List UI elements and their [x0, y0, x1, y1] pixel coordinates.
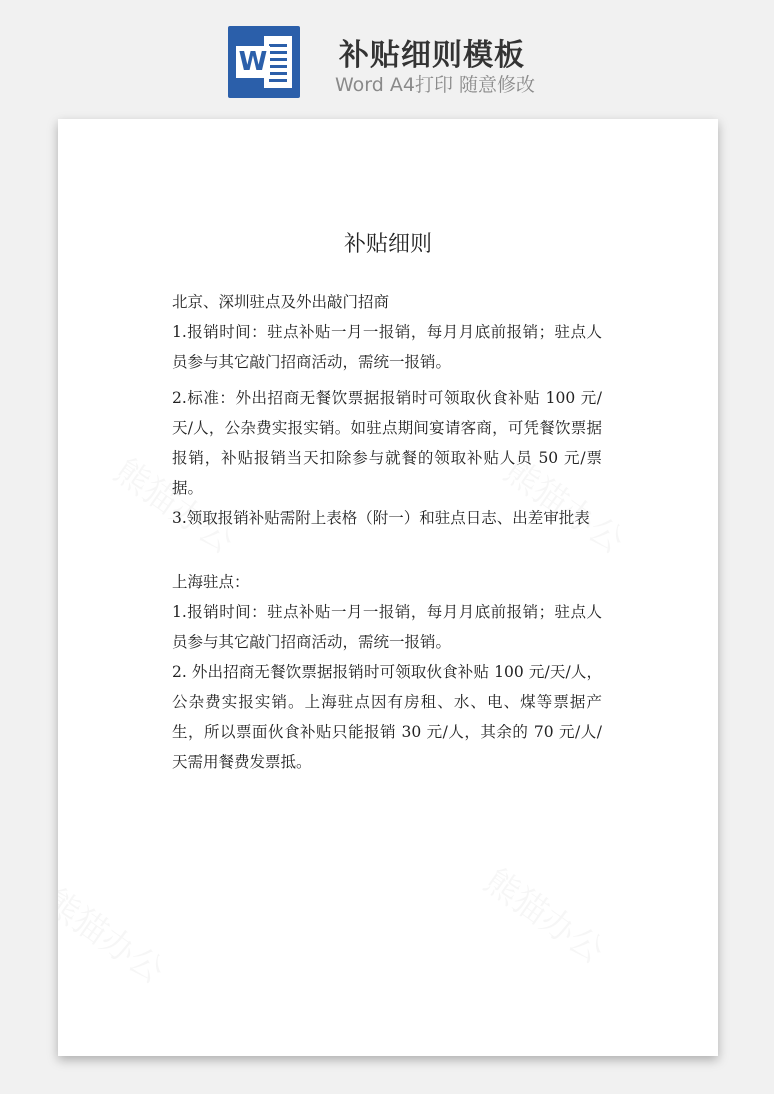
section1-item-2: 2.标准：外出招商无餐饮票据报销时可领取伙食补贴 100 元/天/人，公杂费实报实销。如驻点期间宴请客商，可凭餐饮票据报销，补贴报销当天扣除参与就餐的领取补贴人员 50 元/票据。 — [172, 389, 602, 497]
word-icon-letter: W — [236, 46, 270, 78]
document-title: 补贴细则 — [343, 232, 432, 257]
template-subtitle: Word A4打印 随意修改 — [334, 74, 535, 96]
watermark — [58, 874, 176, 992]
template-title: 补贴细则模板 — [339, 38, 525, 73]
watermark — [476, 854, 616, 972]
word-icon — [228, 26, 300, 98]
section1-heading: 北京、深圳驻点及外出敲门招商 — [172, 293, 390, 311]
section2-item-2: 2. 外出招商无餐饮票据报销时可领取伙食补贴 100 元/天/人，公杂费实报实销。上海驻点因有房租、水、电、煤等票据产生，所以票面伙食补贴只能报销 30 元/人，其余的 70 元/人/天需用餐费发票抵。 — [172, 663, 602, 771]
document-body — [172, 287, 602, 777]
section2-item-1: 1.报销时间：驻点补贴一月一报销，每月月底前报销；驻点人员参与其它敲门招商活动，需统一报销。 — [172, 603, 602, 651]
header-banner — [0, 0, 774, 110]
section2-heading: 上海驻点： — [172, 573, 250, 591]
section1-item-3: 3.领取报销补贴需附上表格（附一）和驻点日志、出差审批表 — [172, 509, 590, 527]
document-page — [58, 119, 718, 1056]
section1-item-1: 1.报销时间：驻点补贴一月一报销，每月月底前报销；驻点人员参与其它敲门招商活动，需统一报销。 — [172, 323, 602, 371]
